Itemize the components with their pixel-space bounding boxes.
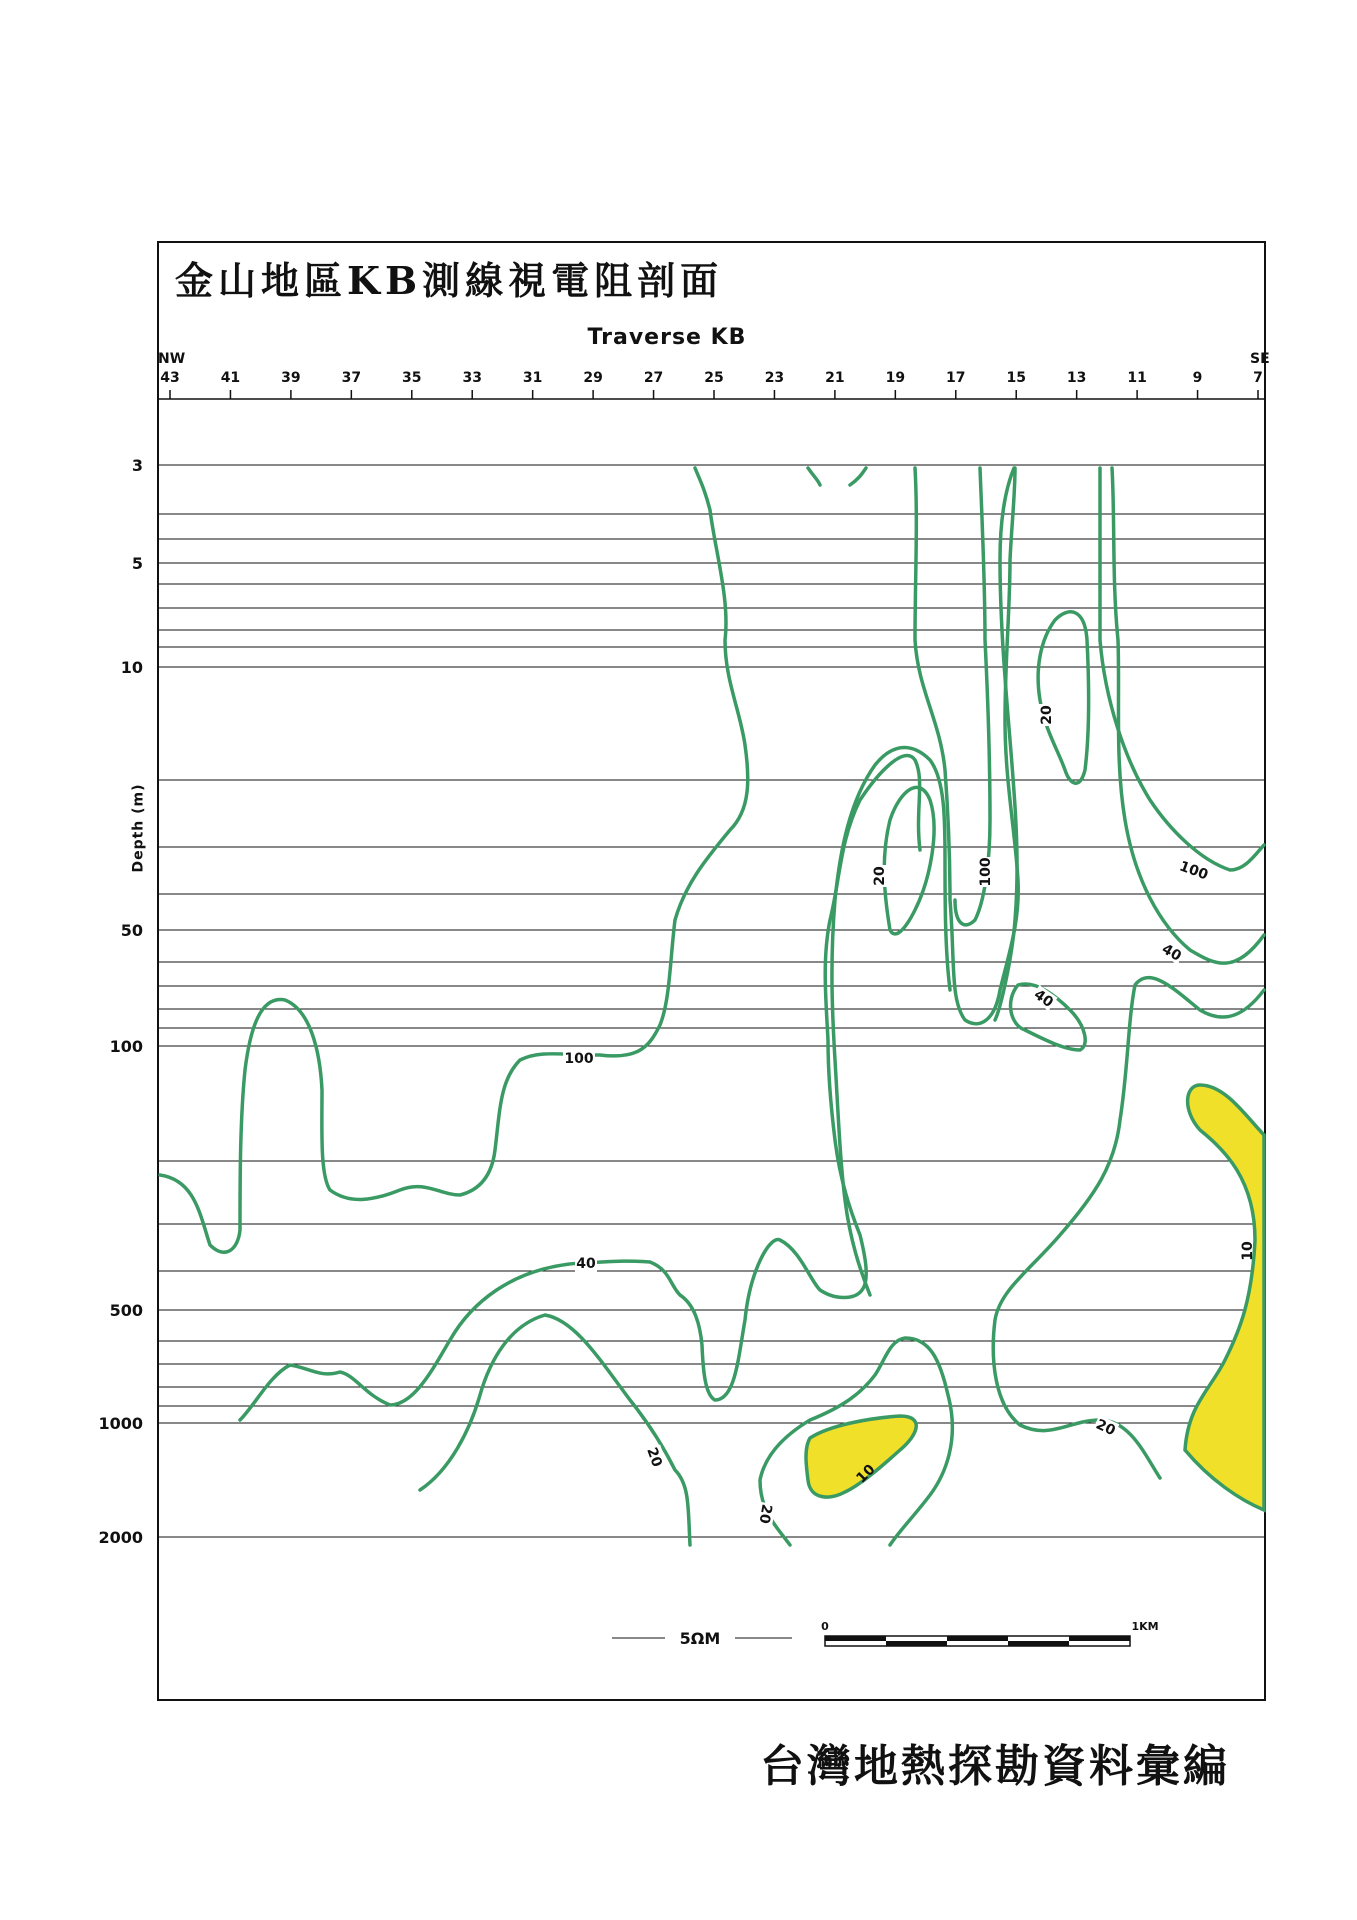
station-label: 23 [764,370,785,386]
footer-caption: 台灣地熱探勘資料彙編 [760,1741,1230,1792]
contour-label: 20 [755,1502,775,1525]
station-axis [160,370,1263,399]
depth-label: 3 [131,456,143,475]
contour-label: 100 [978,857,994,887]
depth-label: 5 [131,554,143,573]
station-label: 33 [462,370,482,386]
station-label: 13 [1066,370,1087,386]
station-label: 25 [704,370,724,386]
contour-100-left [160,468,748,1252]
direction-se-label: SE [1250,351,1270,367]
distance-scale-bar [821,1620,1158,1646]
contour-label: 20 [872,866,888,886]
contour-40-bottom [240,756,920,1420]
station-label: 11 [1127,370,1147,386]
contour-20-inner-loop [884,787,934,934]
low-resistivity-zone-basin [806,1416,916,1497]
resistivity-scale-label: 5ΩM [679,1629,721,1648]
station-label: 37 [341,370,362,386]
traverse-label: Traverse KB [587,325,747,350]
station-label: 7 [1253,370,1263,386]
contour-label: 100 [1177,858,1211,884]
resistivity-scale [612,1629,792,1648]
station-label: 39 [281,370,301,386]
scale-bar-start: 0 [821,1620,829,1633]
contour-label: 100 [564,1051,594,1067]
station-label: 41 [220,370,241,386]
station-label: 15 [1006,370,1026,386]
station-label: 43 [160,370,180,386]
contour-label: 10 [1240,1241,1256,1261]
section-title: 金山地區KB測線視電阻剖面 [175,258,724,303]
depth-label: 50 [120,921,143,940]
depth-label: 2000 [98,1528,143,1547]
contour-label: 20 [643,1445,665,1470]
low-resistivity-zone-right [1185,1085,1264,1510]
contour-20-channel [915,468,1018,1024]
station-label: 17 [946,370,966,386]
contour-20-upper [1038,612,1089,783]
station-label: 31 [522,370,543,386]
contour-20-bottom [420,1315,690,1545]
depth-label: 100 [109,1037,143,1056]
station-label: 35 [402,370,422,386]
station-label: 27 [643,370,664,386]
contour-labels [563,704,1256,1526]
contour-label: 40 [576,1256,596,1272]
depth-label: 10 [120,658,143,677]
contour-40-right [1112,468,1264,963]
contour-20-mid [808,468,866,485]
direction-nw-label: NW [158,351,186,367]
station-label: 21 [825,370,845,386]
contour-label: 10 [853,1461,879,1487]
station-label: 19 [885,370,906,386]
scale-bar-end: 1KM [1131,1620,1159,1633]
contour-label: 40 [1159,941,1184,965]
contour-label: 40 [1030,986,1056,1011]
depth-label: 500 [109,1301,143,1320]
depth-label: 1000 [98,1414,143,1433]
depth-labels [98,456,143,1547]
contour-label: 20 [1039,705,1055,725]
depth-axis-label: Depth (m) [130,783,147,873]
station-label: 9 [1192,370,1203,386]
contour-100-mid [955,468,990,925]
station-label: 29 [583,370,603,386]
contour-label: 20 [1093,1416,1118,1440]
